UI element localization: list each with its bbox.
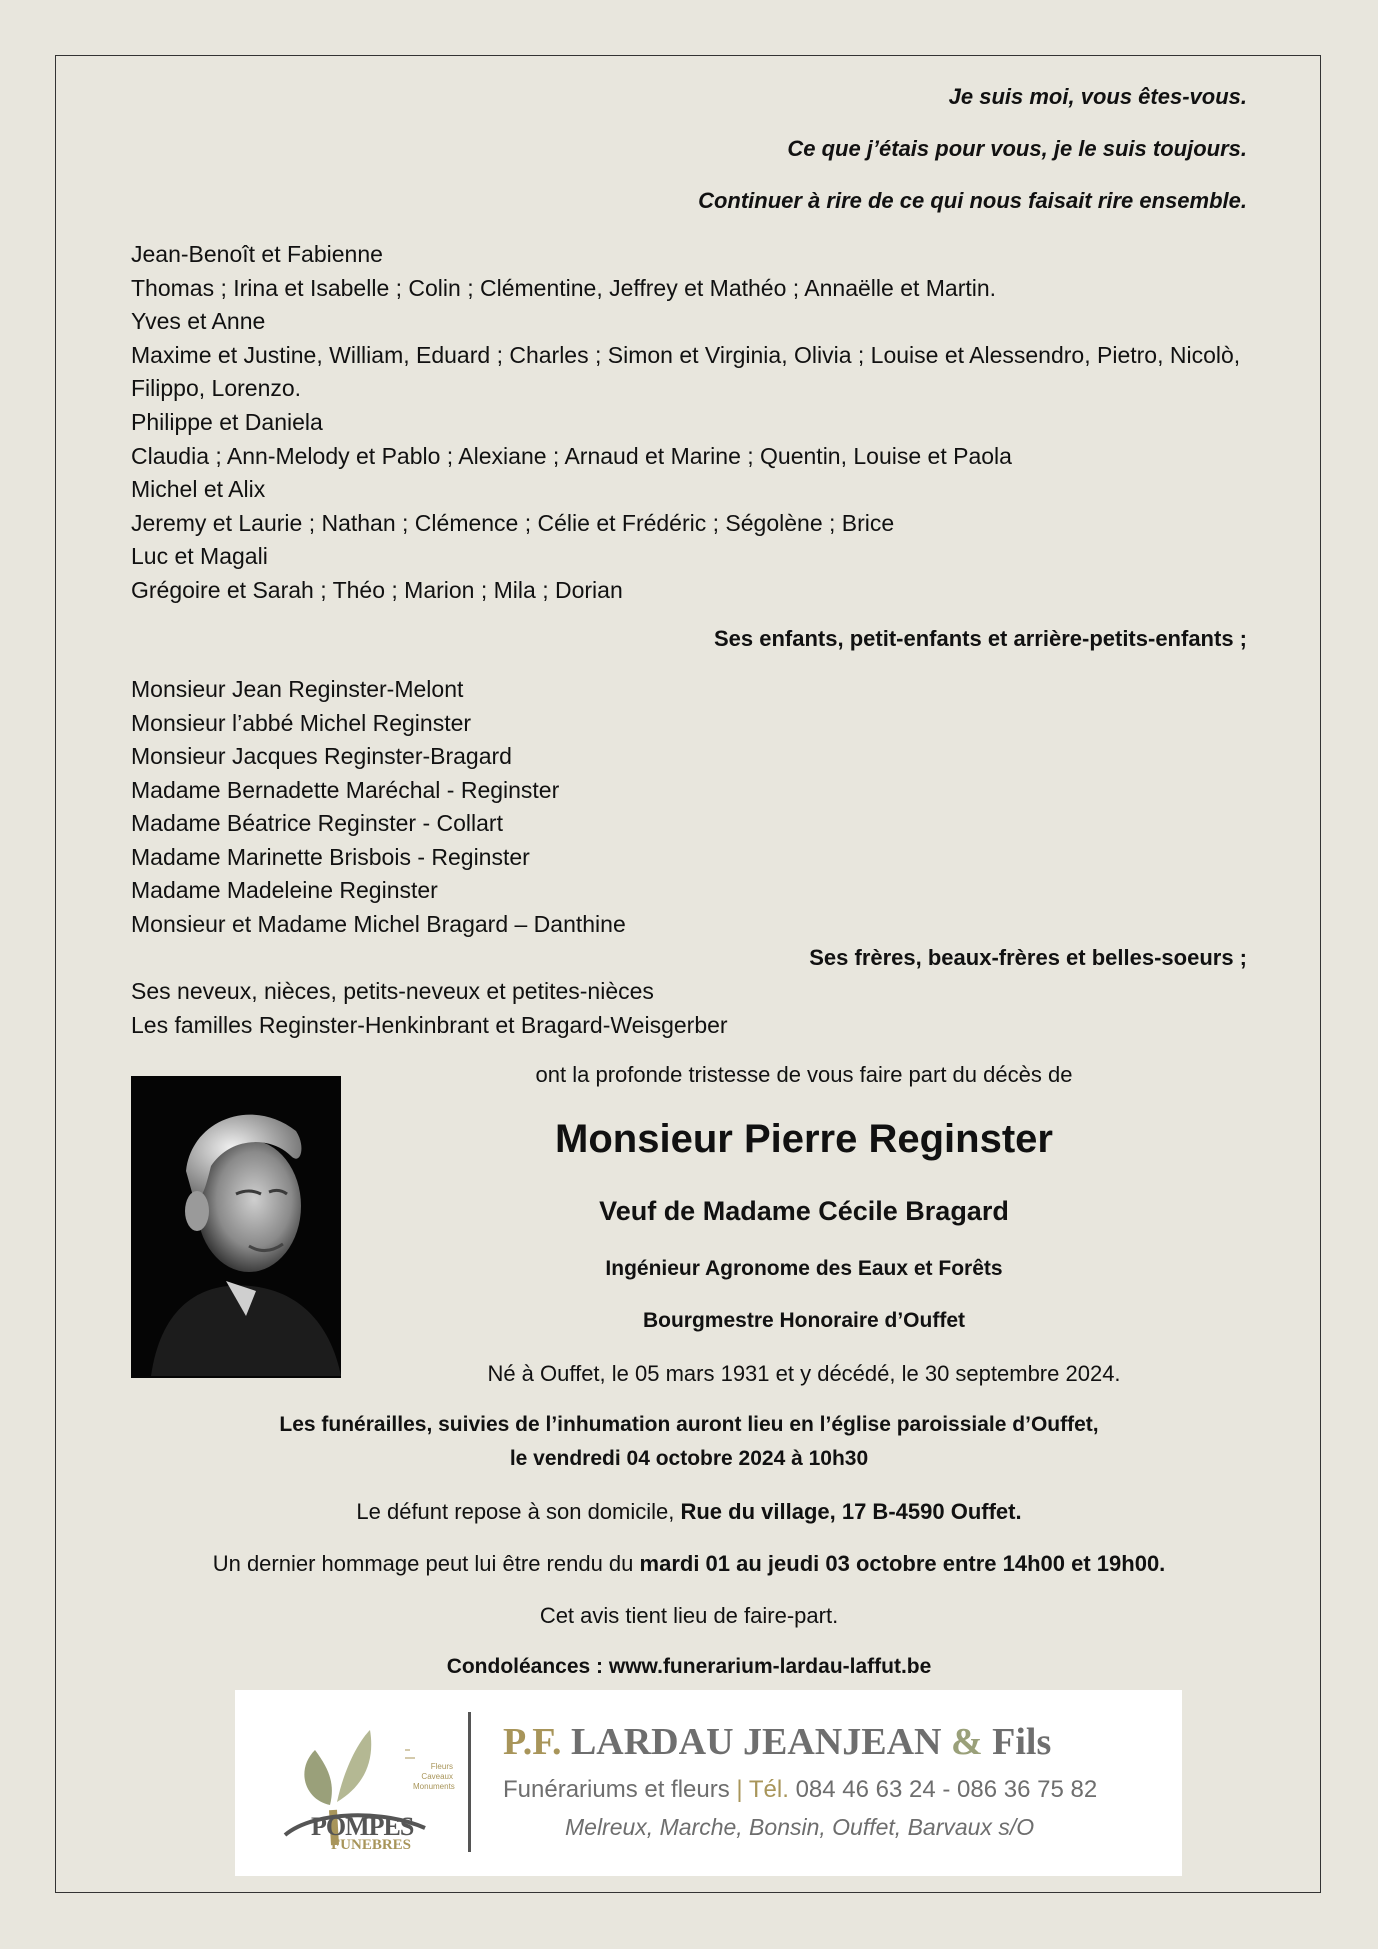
logo-funebres: FUNEBRES [331, 1837, 412, 1853]
family-line: Maxime et Justine, William, Eduard ; Charles ; Simon et Virginia, Olivia ; Louise et Alessendro, Pietro, Nicolò, [131, 342, 1241, 368]
relatives-line: Ses neveux, nièces, petits-neveux et petites-nièces [131, 978, 654, 1004]
honorary-line: Bourgmestre Honoraire d’Ouffet [642, 1309, 966, 1332]
sibling-line: Monsieur l’abbé Michel Reginster [131, 710, 472, 736]
sibling-line: Madame Bernadette Maréchal - Reginster [131, 777, 560, 803]
sibling-line: Madame Marinette Brisbois - Reginster [131, 844, 530, 870]
rest-address: Rue du village, 17 B-4590 Ouffet. [680, 1499, 1022, 1524]
logo-phones: 084 46 63 24 - 086 36 75 82 [795, 1776, 1098, 1803]
homage-period: mardi 01 au jeudi 03 octobre entre 14h00 et 19h00. [639, 1551, 1166, 1576]
quote-1: Je suis moi, vous êtes-vous. [948, 84, 1247, 109]
logo-small-1: Fleurs [430, 1762, 453, 1771]
announcement-intro: ont la profonde tristesse de vous faire part du décès de [535, 1062, 1073, 1087]
family-line: Filippo, Lorenzo. [131, 375, 302, 401]
widower-line: Veuf de Madame Cécile Bragard [599, 1196, 1009, 1226]
family-line: Philippe et Daniela [131, 409, 323, 435]
logo-services: Funérariums et fleurs [503, 1776, 730, 1803]
notice-line: Cet avis tient lieu de faire-part. [539, 1603, 839, 1628]
deceased-name: Monsieur Pierre Reginster [555, 1117, 1053, 1161]
homage-line [0, 1551, 1378, 1577]
logo-amp: & [950, 1721, 983, 1763]
logo-pompes: POMPES [311, 1812, 414, 1841]
logo-tel-label: Tél. [748, 1776, 789, 1803]
logo-name: LARDAU JEANJEAN [570, 1721, 942, 1763]
logo-locations: Melreux, Marche, Bonsin, Ouffet, Barvaux s/O [565, 1814, 1035, 1840]
funeral-line-2: le vendredi 04 octobre 2024 à 10h30 [509, 1447, 869, 1470]
homage-prefix: Un dernier hommage peut lui être rendu du [212, 1551, 640, 1576]
sibling-line: Monsieur et Madame Michel Bragard – Danthine [131, 911, 626, 937]
family-line: Luc et Magali [131, 543, 268, 569]
sibling-line: Monsieur Jacques Reginster-Bragard [131, 743, 512, 769]
logo-small-2: Caveaux [421, 1772, 453, 1781]
logo-pf: P.F. [503, 1721, 562, 1763]
quote-2: Ce que j’étais pour vous, je le suis toujours. [787, 136, 1247, 161]
funeral-home-logo [235, 1690, 1182, 1876]
logo-fils: Fils [992, 1721, 1052, 1763]
rest-prefix: Le défunt repose à son domicile, [356, 1499, 681, 1524]
family-line: Grégoire et Sarah ; Théo ; Marion ; Mila ; Dorian [131, 577, 623, 603]
siblings-caption: Ses frères, beaux-frères et belles-soeurs ; [809, 945, 1247, 970]
logo-company-name [503, 1720, 1051, 1764]
family-line: Jean-Benoît et Fabienne [131, 241, 383, 267]
sibling-line: Monsieur Jean Reginster-Melont [131, 676, 464, 702]
family-line: Claudia ; Ann-Melody et Pablo ; Alexiane ; Arnaud et Marine ; Quentin, Louise et Paola [131, 443, 1012, 469]
profession-line: Ingénieur Agronome des Eaux et Forêts [605, 1257, 1003, 1280]
condolences-line: Condoléances : www.funerarium-lardau-laffut.be [446, 1655, 932, 1678]
family-line: Jeremy et Laurie ; Nathan ; Clémence ; Célie et Frédéric ; Ségolène ; Brice [131, 510, 895, 536]
logo-services-line: Funérariums et fleurs | Tél. 084 46 63 24 - 086 36 75 82 [503, 1776, 1098, 1803]
relatives-line: Les familles Reginster-Henkinbrant et Bragard-Weisgerber [131, 1012, 728, 1038]
children-caption: Ses enfants, petit-enfants et arrière-petits-enfants ; [713, 626, 1247, 651]
logo-small-3: Monuments [413, 1782, 455, 1791]
family-line: Yves et Anne [131, 308, 266, 334]
quote-3: Continuer à rire de ce qui nous faisait rire ensemble. [698, 188, 1247, 213]
sibling-line: Madame Madeleine Reginster [131, 877, 438, 903]
funeral-line-1: Les funérailles, suivies de l’inhumation auront lieu en l’église paroissiale d’Ouffet, [279, 1413, 1099, 1436]
family-line: Thomas ; Irina et Isabelle ; Colin ; Clémentine, Jeffrey et Mathéo ; Annaëlle et Martin. [131, 275, 997, 301]
sibling-line: Madame Béatrice Reginster - Collart [131, 810, 503, 836]
family-line: Michel et Alix [131, 476, 266, 502]
logo-divider [468, 1712, 471, 1852]
dates-line: Né à Ouffet, le 05 mars 1931 et y décédé, le 30 septembre 2024. [487, 1361, 1121, 1386]
rest-line [0, 1499, 1378, 1525]
